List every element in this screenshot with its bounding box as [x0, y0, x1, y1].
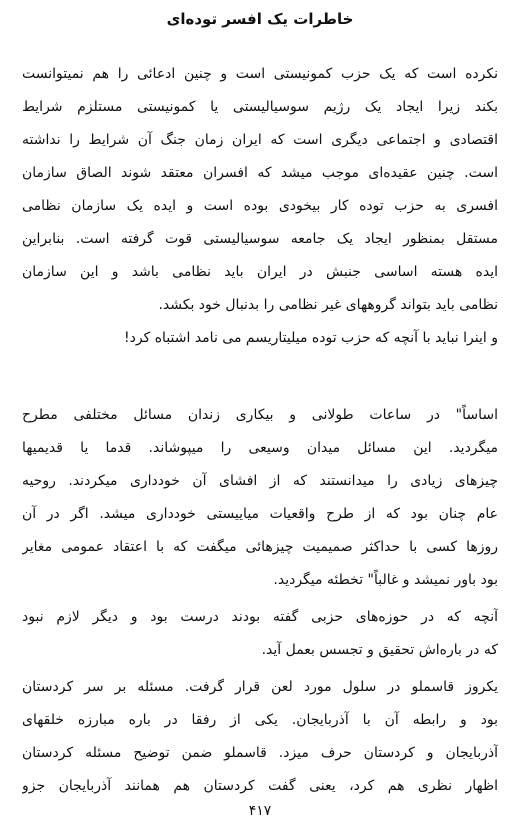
- paragraph: [22, 322, 498, 355]
- paragraph-gap: [22, 355, 498, 399]
- paragraph: [22, 58, 498, 322]
- text-line: روزها کسی با حداکثر صمیمیت چیزهائی میگفت که با اعتقاد عمومی مغایر: [22, 539, 498, 555]
- text-line: افسری به حزب توده کار بیخودی بوده است و ایده یک سازمان نظامی: [22, 198, 498, 214]
- text-line: اقتصادی و اجتماعی دیگری است که ایران زمان جنگ آن شرایط را نداشته: [22, 132, 498, 148]
- text-line: یکروز قاسملو در سلول مورد لعن قرار گرفت. مسئله بر سر کردستان: [22, 679, 498, 695]
- text-line: آذربایجان و کردستان حرف میزد. قاسملو ضمن توضیح مسئله کردستان: [22, 745, 498, 761]
- paragraph: [22, 399, 498, 597]
- text-line: اساساً" در ساعات طولانی و بیکاری زندان مسائل مختلفی مطرح: [22, 407, 498, 423]
- page-number: ۴۱۷: [248, 803, 272, 819]
- text-line: که در باره‌اش تحقیق و تجسس بعمل آید.: [261, 642, 498, 658]
- text-line: بود باور نمیشد و غالباً" تخطئه میگردید.: [273, 572, 498, 588]
- running-header: خاطرات یک افسر توده‌ای: [166, 10, 354, 28]
- text-line: بکند زیرا ایجاد یک رژیم سوسیالیستی یا کمونیستی مستلزم شرایط: [22, 99, 498, 115]
- text-line: بود و رابطه آن با آذربایجان. یکی از رفقا در باره مبارزه خلقهای: [22, 712, 498, 728]
- text-line: مستقل بمنظور ایجاد یک جامعه سوسیالیستی قوت گرفته است. بنابراین: [22, 231, 498, 247]
- text-line: نکرده است که یک حزب کمونیستی است و چنین ادعائی را هم نمیتوانست: [22, 66, 498, 82]
- paragraph: [22, 601, 498, 667]
- text-line: است. چنین عقیده‌ای موجب میشد که افسران معتقد شوند الصاق سازمان: [22, 165, 498, 181]
- text-line: چیزهای زیادی را میدانستند که از افشای آن خودداری میکردند. روحیه: [22, 473, 498, 489]
- text-line: عام چنان بود که از طرح واقعیات میاییستی خودداری میشد. اگر در آن: [22, 506, 498, 522]
- text-line: و اینرا نباید با آنچه که حزب توده میلیتاریسم می نامد اشتباه کرد!: [124, 330, 498, 346]
- text-line: اظهار نظری هم کرد، یعنی گفت کردستان هم همانند آذربایجان جزو: [22, 778, 498, 794]
- text-line: میگردید. این مسائل میدان وسیعی را میپوشاند. قدما یا قدیمیها: [22, 440, 498, 456]
- text-line: نظامی باید بتواند گروههای غیر نظامی را بدنبال خود بکشد.: [158, 297, 498, 313]
- text-line: آنچه که در حوزه‌های حزبی گفته بودند درست بود و دیگر لازم نبود: [22, 609, 498, 625]
- paragraph: [22, 671, 498, 803]
- text-line: ایده هسته اساسی جنبش در ایران باید نظامی باشد و این سازمان: [22, 264, 498, 280]
